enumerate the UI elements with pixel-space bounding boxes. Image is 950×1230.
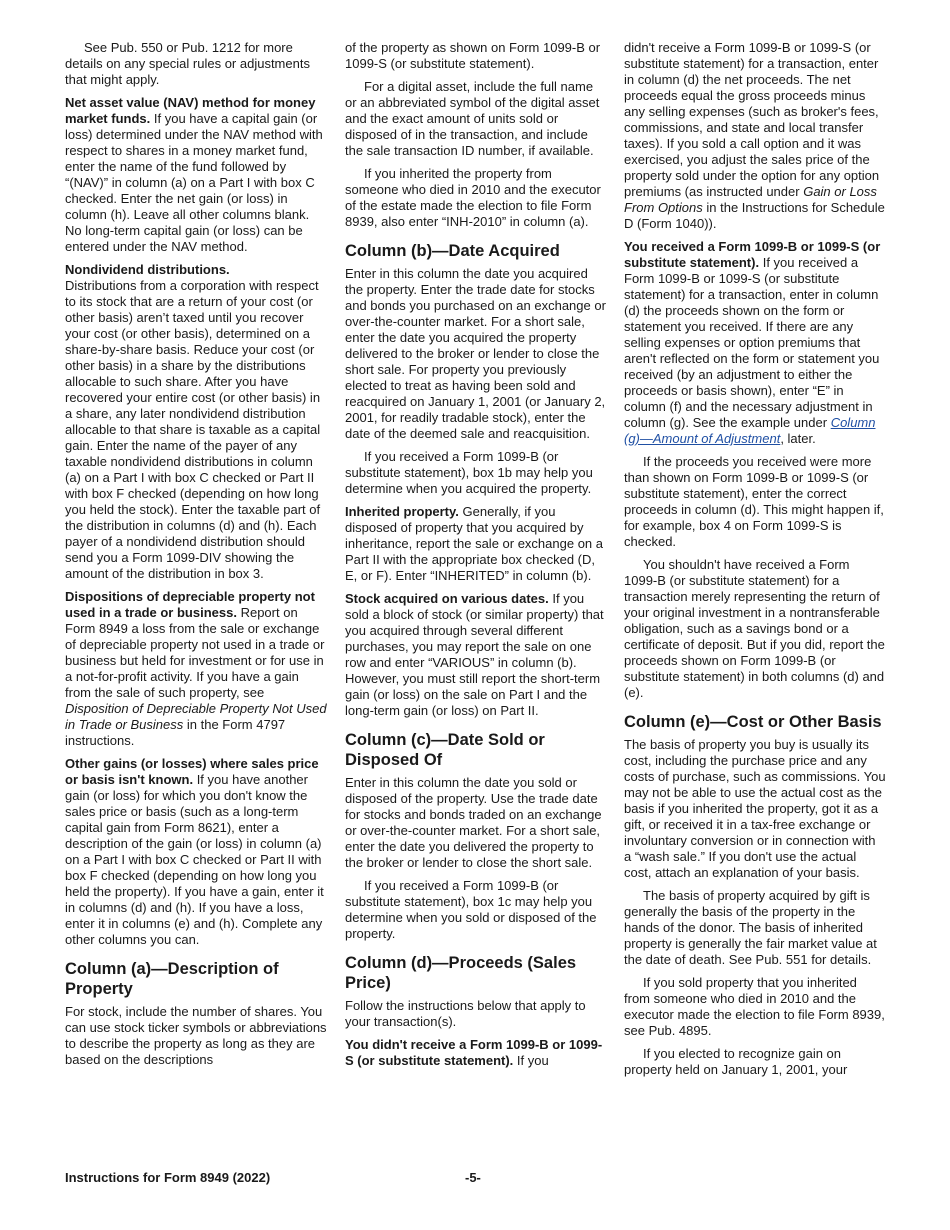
paragraph-text: Generally, if you disposed of property that you acquired by inheritance, report the sale or exchange on a Part II with the appropriate box checked (D, E, or F). Enter “INHERITED” in column (b).	[345, 504, 604, 583]
paragraph-didnt-receive	[345, 1037, 607, 1069]
run-in-heading: Stock acquired on various dates.	[345, 591, 549, 606]
paragraph-nav	[65, 95, 327, 255]
paragraph: Enter in this column the date you acquired the property. Enter the trade date for stocks and bonds you purchased on an exchange or over-the-counter market. For a short sale, enter the date you acquired the property delivered to the broker or lender to close the short sale. For property you previously elected to treat as having been sold and reacquired on January 1, 2001 (or January 2, 2001, for readily tradable stock), enter the date of the deemed sale and reacquisition.	[345, 266, 606, 441]
paragraph: If you inherited the property from someone who died in 2010 and the executor of the estate made the election to file Form 8939, also enter “INH-2010” in column (a).	[345, 166, 601, 229]
italic-reference: Disposition of Depreciable Property Not Used in Trade or Business	[65, 701, 327, 732]
paragraph: of the property as shown on Form 1099-B or 1099-S (or substitute statement).	[345, 40, 601, 71]
column-g-link[interactable]: Column (g)—Amount of Adjustment	[624, 415, 876, 446]
paragraph-text: If you have another gain (or loss) for which you don't know the sales price or basis (such as a long-term capital gain from Form 8621), enter a description of the gain (or loss) in column (a) on a Part I with box C checked or Part II with box F checked (depending on how long you held the property). If you have a gain, enter it in columns (d) and (h). If you have a loss, enter it in columns (e) and (h). Complete any other columns you can.	[65, 772, 324, 947]
paragraph-text: in the Instructions for Schedule D (Form 1040)).	[624, 200, 885, 231]
paragraph: The basis of property acquired by gift is generally the basis of the property in the hands of the donor. The basis of inherited property is generally the fair market value at the date of death. See Pub. 551 for details.	[624, 888, 877, 967]
paragraph-nondividend	[65, 262, 327, 582]
run-in-heading: You didn't receive a Form 1099-B or 1099-S (or substitute statement).	[345, 1037, 603, 1068]
run-in-heading: You received a Form 1099-B or 1099-S (or substitute statement).	[624, 239, 881, 270]
column-middle	[345, 40, 607, 1076]
paragraph: Follow the instructions below that apply to your transaction(s).	[345, 998, 586, 1029]
paragraph: For stock, include the number of shares. You can use stock ticker symbols or abbreviations to describe the property as long as they are based on the descriptions	[65, 1004, 327, 1067]
run-in-heading: Net asset value (NAV) method for money market funds.	[65, 95, 316, 126]
section-heading-column-a: Column (a)—Description of Property	[65, 960, 279, 998]
paragraph: You shouldn't have received a Form 1099-B (or substitute statement) for a transaction merely representing the return of your original investment in a nontransferable obligation, such as a savings bond or a certificate of deposit. But if you did, report the proceeds shown on Form 1099-B (or substitute statement) in both columns (d) and (e).	[624, 557, 885, 700]
paragraph-various	[345, 591, 607, 719]
paragraph: If you sold property that you inherited from someone who died in 2010 and the executor made the election to file Form 8939, see Pub. 4895.	[624, 975, 885, 1038]
footer-title: Instructions for Form 8949 (2022)	[65, 1170, 271, 1185]
run-in-heading: Nondividend distributions.	[65, 262, 230, 277]
paragraph-text: Report on Form 8949 a loss from the sale or exchange of depreciable property not used in a trade or business but held for investment or for use in a not-for-profit activity. If you have a gain from the sale of such property, see	[65, 605, 325, 700]
paragraph-text: If you	[516, 1053, 549, 1068]
paragraph-text: , later.	[780, 431, 816, 446]
paragraph: Enter in this column the date you sold or disposed of the property. Use the trade date for stocks and bonds traded on an exchange or over-the-counter market. For a short sale, enter the date you delivered the property to the broker or lender to close the short sale.	[345, 775, 602, 870]
section-heading-column-c: Column (c)—Date Sold or Disposed Of	[345, 731, 545, 769]
section-heading-column-b: Column (b)—Date Acquired	[345, 242, 560, 260]
run-in-heading: Other gains (or losses) where sales price or basis isn't known.	[65, 756, 319, 787]
paragraph: The basis of property you buy is usually its cost, including the purchase price and any costs of purchase, such as commissions. You may not be able to use the actual cost as the basis if you inherited the property, got it as a gift, or received it in a tax-free exchange or involuntary conversion or in connection with a “wash sale.” If you don't use the actual cost, attach an explanation of your basis.	[624, 737, 886, 880]
paragraph-text: If you sold a block of stock (or similar property) that you acquired through several different purchases, you may report the sale on one row and enter “VARIOUS” in column (b). However, you must still report the short-term gain (or loss) on the sale on Part I and the long-term gain (or loss) on Part II.	[345, 591, 604, 718]
paragraph: If the proceeds you received were more than shown on Form 1099-B or 1099-S (or substitute statement), enter the correct proceeds in column (d). This might happen if, for example, box 4 on Form 1099-S is checked.	[624, 454, 884, 549]
paragraph: If you received a Form 1099-B (or substitute statement), box 1c may help you determine when you sold or disposed of the property.	[345, 878, 597, 941]
run-in-heading: Inherited property.	[345, 504, 459, 519]
paragraph: See Pub. 550 or Pub. 1212 for more details on any special rules or adjustments that might apply.	[65, 40, 310, 87]
paragraph-continued	[624, 40, 886, 232]
paragraph-text: Distributions from a corporation with respect to its stock that are a return of your cost (or other basis) aren’t taxed until you recover your cost (or other basis), determined on a share-by-share basis. Reduce your cost (or other basis) in a share by the distributions allocable to such share. After you have recovered your entire cost (or other basis) in a share, any later nondividend distribution allocable to that share is taxable as a capital gain. Enter the name of the payer of any taxable nondividend distributions in column (a) on a Part I with box C checked or Part II with box F checked (depending on how long you held the stock). Enter the taxable part of the distribution in columns (d) and (h). Each payer of a nondividend distribution should send you a Form 1099-DIV showing the amount of the distribution in box 3.	[65, 278, 321, 581]
section-heading-column-e: Column (e)—Cost or Other Basis	[624, 713, 882, 731]
page-number: -5-	[465, 1170, 481, 1185]
column-right	[624, 40, 886, 1085]
column-left	[65, 40, 327, 1075]
paragraph-text: in the Form 4797 instructions.	[65, 717, 286, 748]
paragraph: If you received a Form 1099-B (or substitute statement), box 1b may help you determine when you acquired the property.	[345, 449, 593, 496]
paragraph-other-gains	[65, 756, 327, 948]
paragraph-text: If you have a capital gain (or loss) determined under the NAV method with respect to shares in a money market fund, enter the name of the fund followed by “(NAV)” in column (a) on a Part I with box C checked. Enter the net gain (or loss) in column (h). Leave all other columns blank. No long-term capital gain (or loss) can be entered under the NAV method.	[65, 111, 323, 254]
paragraph: If you elected to recognize gain on property held on January 1, 2001, your	[624, 1046, 848, 1077]
paragraph: For a digital asset, include the full name or an abbreviated symbol of the digital asset and the exact amount of units sold or disposed of in the transaction, and include the sale transaction ID number, if available.	[345, 79, 600, 158]
paragraph-text: didn't receive a Form 1099-B or 1099-S (or substitute statement) for a transaction, enter in column (d) the net proceeds. The net proceeds equal the gross proceeds minus any selling expenses (such as broker's fees, commissions, and state and local transfer taxes). If you sold a call option and it was exercised, you adjust the sales price of the property sold under the option for any option premiums (as instructed under	[624, 40, 880, 199]
paragraph-received	[624, 239, 886, 447]
paragraph-inherited	[345, 504, 607, 584]
section-heading-column-d: Column (d)—Proceeds (Sales Price)	[345, 954, 577, 992]
italic-reference: Gain or Loss From Options	[624, 184, 877, 215]
paragraph-depreciable	[65, 589, 327, 749]
run-in-heading: Dispositions of depreciable property not used in a trade or business.	[65, 589, 315, 620]
paragraph-text: If you received a Form 1099-B or 1099-S (or substitute statement) for a transaction, enter in column (d) the proceeds shown on the form or statement you received. If there are any selling expenses or option premiums that aren't reflected on the form or statement you received (by an adjustment to either the proceeds or basis shown), enter “E” in column (f) and the necessary adjustment in column (g). See the example under	[624, 255, 880, 430]
